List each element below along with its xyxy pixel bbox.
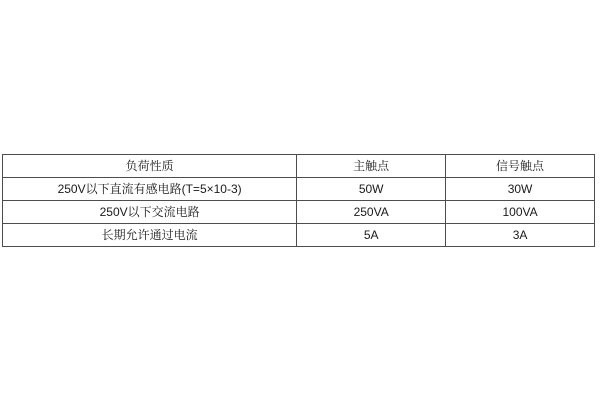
cell-load-nature: 250V以下直流有感电路(T=5×10-3) <box>3 178 297 201</box>
contact-load-spec-table <box>2 154 595 247</box>
cell-signal-contact-value: 3A <box>446 224 595 247</box>
cell-load-nature: 250V以下交流电路 <box>3 201 297 224</box>
cell-main-contact-value: 5A <box>297 224 446 247</box>
table-row-ac-circuit <box>3 201 595 224</box>
table-row-long-term-current <box>3 224 595 247</box>
cell-signal-contact-value: 100VA <box>446 201 595 224</box>
table-row-dc-inductive <box>3 178 595 201</box>
cell-load-nature: 长期允许通过电流 <box>3 224 297 247</box>
header-signal-contact: 信号触点 <box>446 155 595 178</box>
header-load-nature: 负荷性质 <box>3 155 297 178</box>
cell-main-contact-value: 250VA <box>297 201 446 224</box>
table-header-row <box>3 155 595 178</box>
cell-signal-contact-value: 30W <box>446 178 595 201</box>
cell-main-contact-value: 50W <box>297 178 446 201</box>
header-main-contact: 主触点 <box>297 155 446 178</box>
